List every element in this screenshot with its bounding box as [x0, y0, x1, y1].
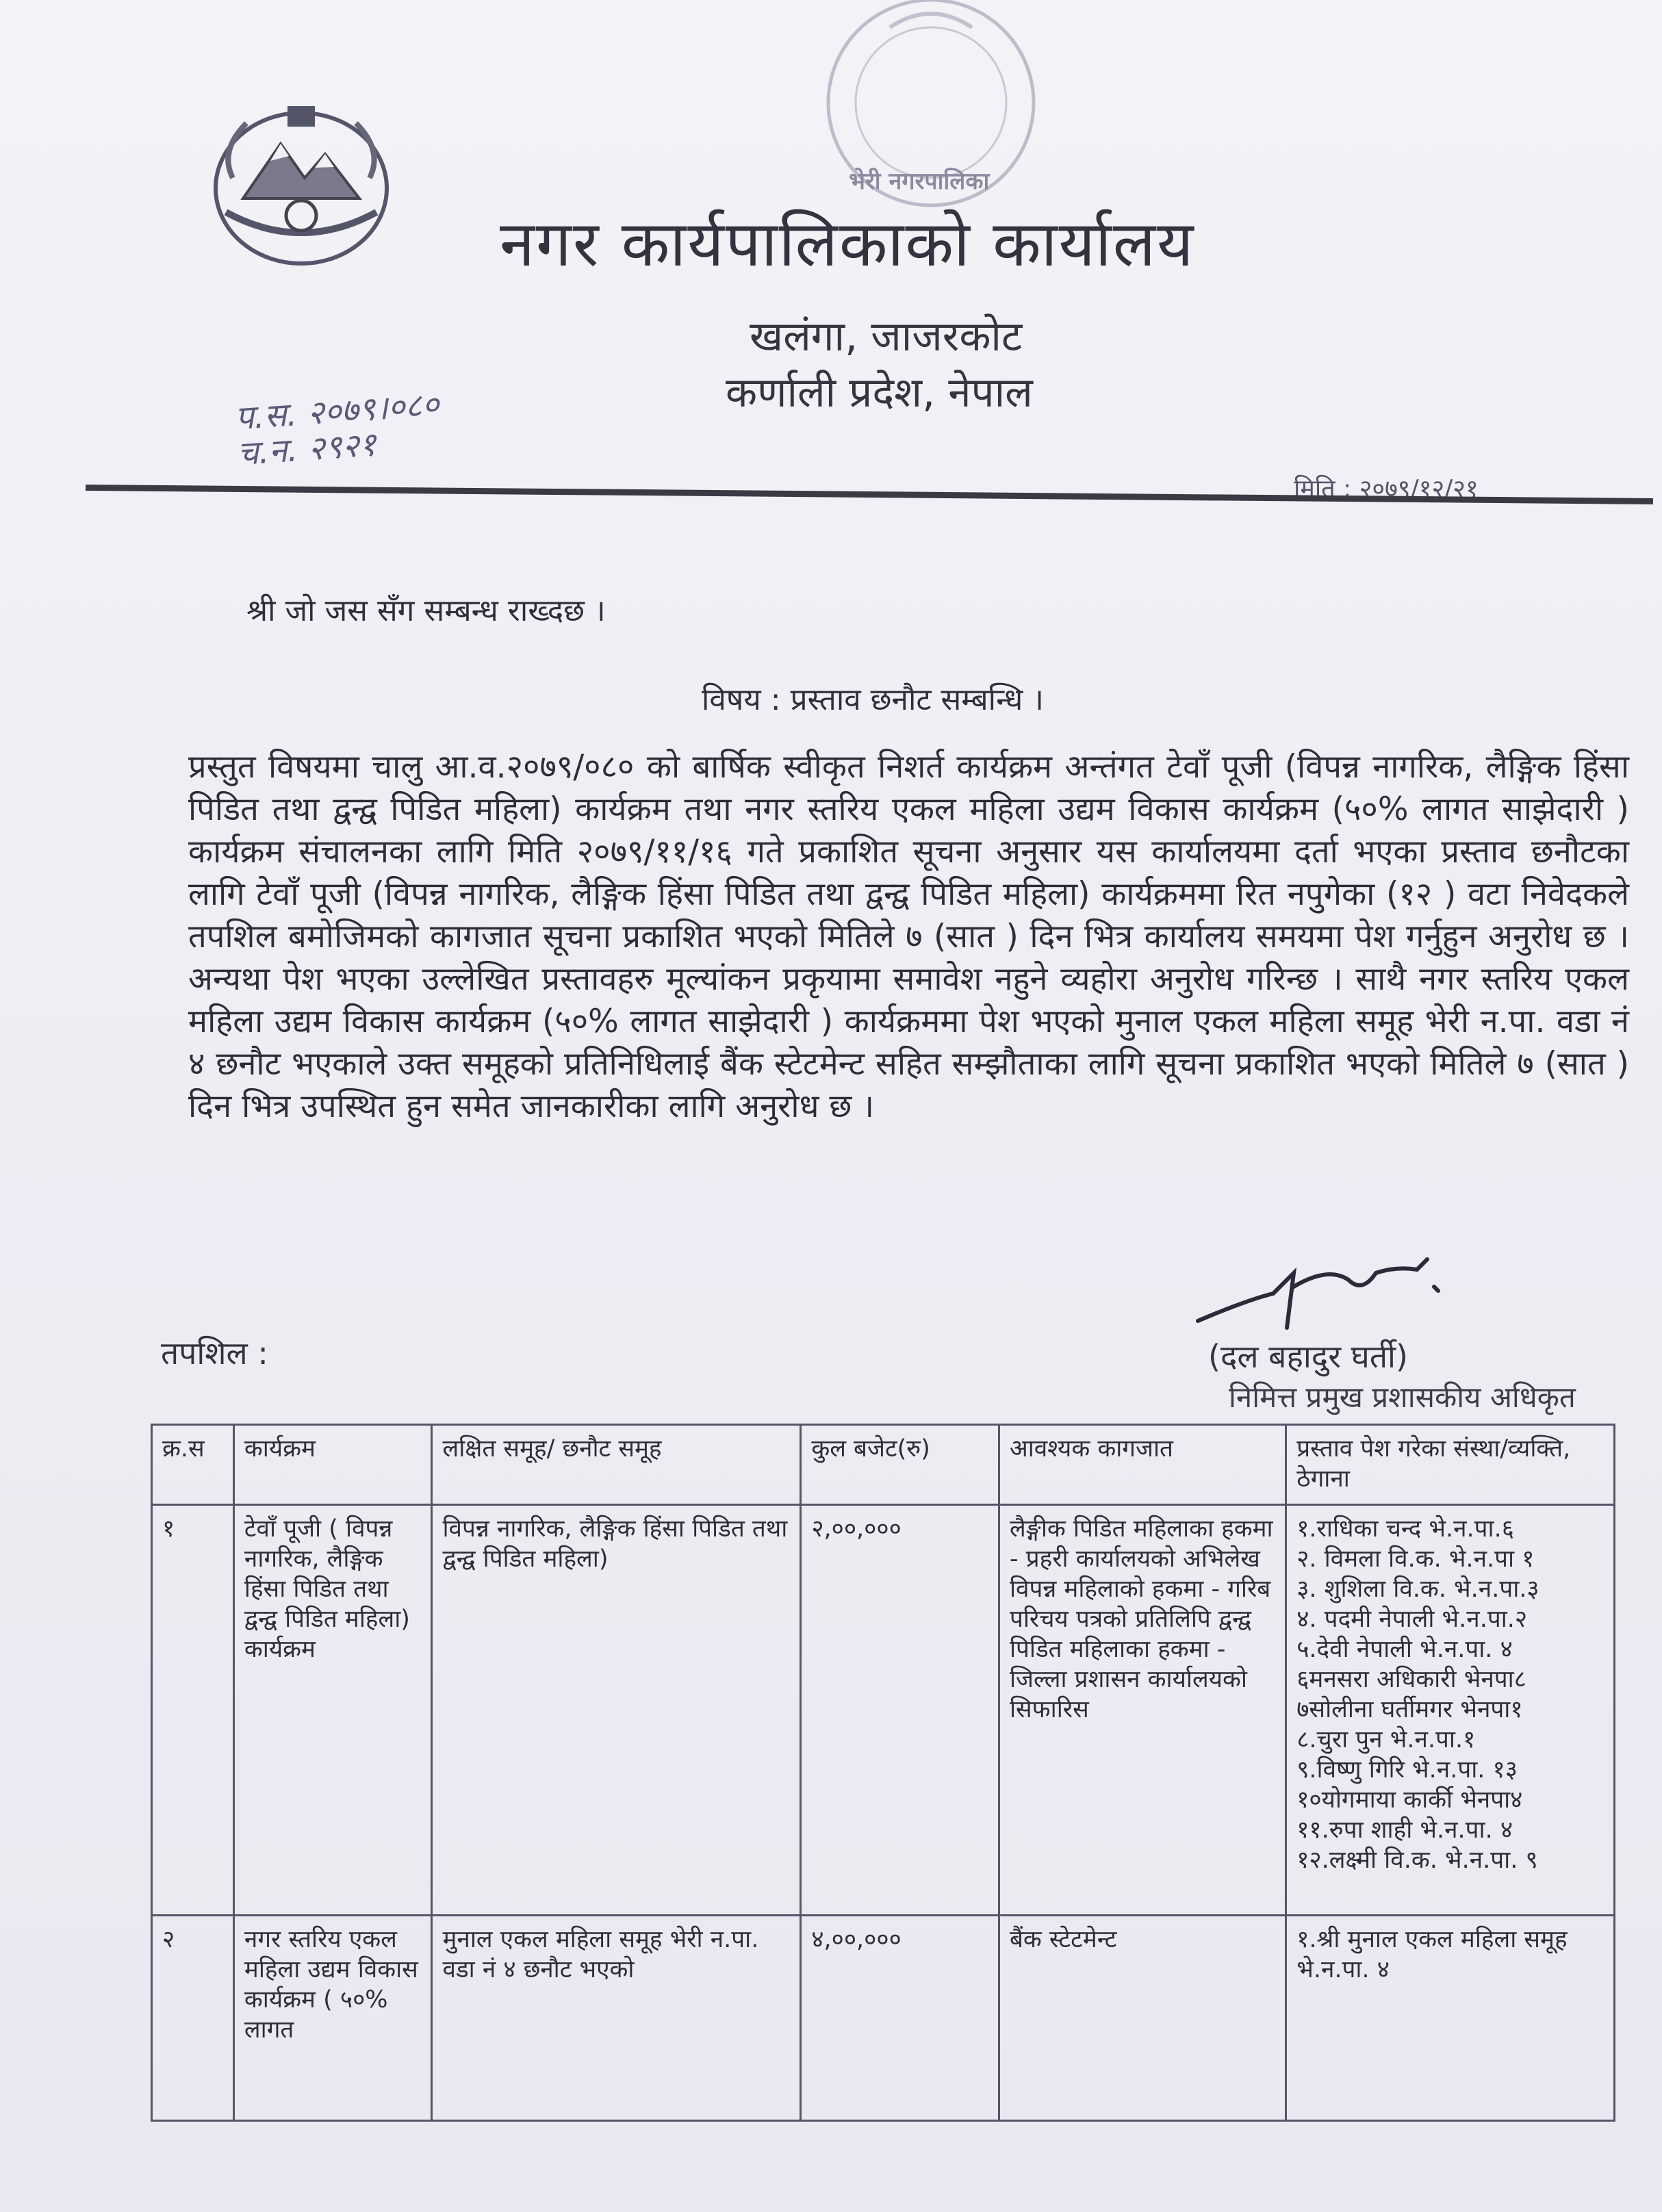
col-header-target: लक्षित समूह/ छनौट समूह — [432, 1425, 801, 1505]
applicant-item: ४. पदमी नेपाली भे.न.पा.२ — [1296, 1606, 1528, 1633]
col-header-sn: क्र.स — [152, 1425, 234, 1505]
letter-date: मिति : २०७९/१२/२१ — [1294, 475, 1479, 503]
body-paragraph: प्रस्तुत विषयमा चालु आ.व.२०७९/०८० को बार्षिक स्वीकृत निशर्त कार्यक्रम अन्तंगत टेवाँ पूजी (विपन्न नागरिक, लैङ्गिक हिंसा पिडित तथा द्वन्द्व पिडित महिला) कार्यक्रम तथा नगर स्तरिय एकल महिला उद्यम विकास कार्यक्रम (५०% लागत साझेदारी ) कार्यक्रम संचालनका लागि मिति २०७९/११/१६ गते प्रकाशित सूचना अनुसार यस कार्यालयमा दर्ता भएका प्रस्ताव छनौटका लागि टेवाँ पूजी (विपन्न नागरिक, लैङ्गिक हिंसा पिडित तथा द्वन्द्व पिडित महिला) कार्यक्रममा रित नपुगेका (१२ ) वटा निवेदकले तपशिल बमोजिमको कागजात सूचना प्रकाशित भएको मितिले ७ (सात ) दिन भित्र कार्यालय समयमा पेश गर्नुहुन अनुरोध छ । अन्यथा पेश भएका उल्लेखित प्रस्तावहरु मूल्यांकन प्रकृयामा समावेश नहुने व्यहोरा अनुरोध गरिन्छ । साथै नगर स्तरिय एकल महिला उद्यम विकास कार्यक्रम (५०% लागत साझेदारी ) कार्यक्रममा पेश भएको मुनाल एकल महिला समूह भेरी न.पा. वडा नं ४ छनौट भएकाले उक्त समूहको प्रतिनिधिलाई बैंक स्टेटमेन्ट सहित सम्झौताका लागि सूचना प्रकाशित भएको मितिले ७ (सात ) दिन भित्र उपस्थित हुन समेत जानकारीका लागि अनुरोध छ । — [188, 748, 1629, 1125]
cell-program: टेवाँ पूजी ( विपन्न नागरिक, लैङ्गिक हिंसा पिडित तथा द्वन्द्व पिडित महिला) कार्यक्रम — [233, 1505, 432, 1916]
cell-applicants — [1286, 1505, 1615, 1916]
cell-applicants — [1286, 1916, 1615, 2121]
cell-target: विपन्न नागरिक, लैङ्गिक हिंसा पिडित तथा द्वन्द्व पिडित महिला) — [432, 1505, 801, 1916]
applicant-item: ११.रुपा शाही भे.न.पा. ४ — [1296, 1816, 1513, 1844]
cell-budget: २,००,००० — [801, 1505, 999, 1916]
applicant-item: १.राधिका चन्द भे.न.पा.६ — [1296, 1515, 1514, 1543]
tapsil-label: तपशिल : — [161, 1335, 268, 1372]
seal-text: भेरी नगरपालिका — [849, 168, 990, 195]
col-header-program: कार्यक्रम — [233, 1425, 432, 1505]
subject-line: विषय : प्रस्ताव छनौट सम्बन्धि । — [702, 682, 1044, 717]
signer-designation: निमित्त प्रमुख प्रशासकीय अधिकृत — [1229, 1380, 1576, 1414]
col-header-applicants: प्रस्ताव पेश गरेका संस्था/व्यक्ति, ठेगाना — [1286, 1425, 1615, 1505]
cell-sn: १ — [152, 1505, 234, 1916]
cell-documents: बैंक स्टेटमेन्ट — [999, 1916, 1286, 2121]
reference-numbers — [234, 387, 443, 472]
applicant-item: १२.लक्ष्मी वि.क. भे.न.पा. ९ — [1296, 1847, 1538, 1874]
signer-name: (दल बहादुर घर्ती) — [1208, 1338, 1408, 1375]
cell-target: मुनाल एकल महिला समूह भेरी न.पा. वडा नं ४ छनौट भएको — [432, 1916, 801, 2121]
table-header-row — [152, 1425, 1615, 1505]
details-table — [151, 1424, 1615, 2122]
applicant-item: २. विमला वि.क. भे.न.पा १ — [1296, 1545, 1535, 1573]
cell-sn: २ — [152, 1916, 234, 2121]
applicant-item: १०योगमाया कार्की भेनपा४ — [1296, 1786, 1523, 1814]
nepal-emblem-icon — [205, 96, 397, 274]
handwritten-signature — [1191, 1246, 1465, 1348]
fiscal-year-line: प.स. २०७९।०८० — [233, 385, 441, 438]
applicant-item: ८.चुरा पुन भे.न.पा.१ — [1296, 1726, 1476, 1753]
table-row — [152, 1505, 1615, 1916]
table-row — [152, 1916, 1615, 2121]
address-line-1: खलंगा, जाजरकोट — [750, 313, 1023, 361]
dispatch-number-line: च.न. २९२१ — [236, 425, 378, 474]
col-header-budget: कुल बजेट(रु) — [801, 1425, 999, 1505]
cell-documents: लैङ्गीक पिडित महिलाका हकमा - प्रहरी कार्यालयको अभिलेख विपन्न महिलाको हकमा - गरिब परिचय पत्रको प्रतिलिपि द्वन्द्व पिडित महिलाका हकमा - जिल्ला प्रशासन कार्यालयको सिफारिस — [999, 1505, 1286, 1916]
applicant-item: ३. शुशिला वि.क. भे.न.पा.३ — [1296, 1576, 1539, 1603]
applicant-item: ९.विष्णु गिरि भे.न.पा. १३ — [1296, 1756, 1518, 1784]
col-header-documents: आवश्यक कागजात — [999, 1425, 1286, 1505]
address-line-2: कर्णाली प्रदेश, नेपाल — [726, 369, 1033, 417]
office-title: नगर कार्यपालिकाको कार्यालय — [500, 207, 1195, 281]
applicant-item: ६मनसरा अधिकारी भेनपा८ — [1296, 1666, 1526, 1693]
salutation: श्री जो जस सँग सम्बन्ध राख्दछ । — [246, 593, 606, 628]
cell-program: नगर स्तरिय एकल महिला उद्यम विकास कार्यक्रम ( ५०% लागत — [233, 1916, 432, 2121]
applicant-item: ७सोलीना घर्तीमगर भेनपा१ — [1296, 1696, 1523, 1723]
applicant-item: १.श्री मुनाल एकल महिला समूह भे.न.पा. ४ — [1296, 1926, 1568, 1983]
applicant-item: ५.देवी नेपाली भे.न.पा. ४ — [1296, 1636, 1513, 1663]
cell-budget: ४,००,००० — [801, 1916, 999, 2121]
